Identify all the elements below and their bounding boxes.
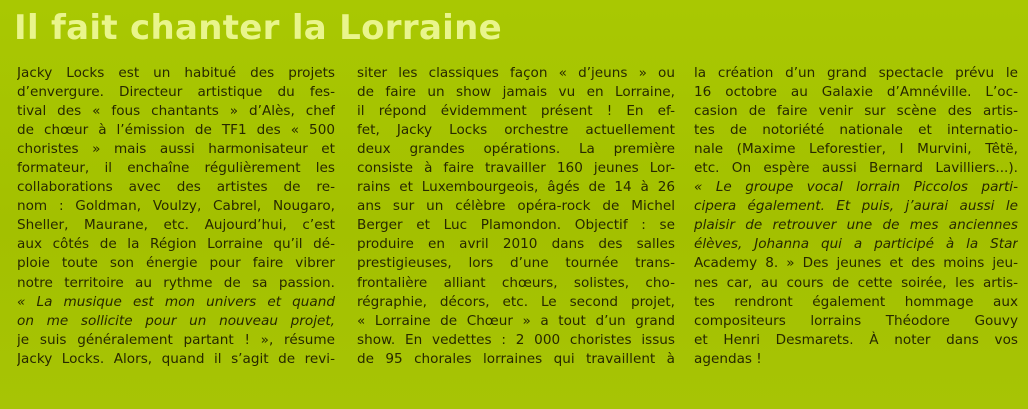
text-line: régraphie, décors, etc. Le second projet,	[357, 293, 675, 310]
text-line: deux grandes opérations. La première	[357, 141, 675, 158]
text-line: Sheller, Maurane, etc. Aujourd’hui, c’est	[17, 217, 335, 234]
text-line: 16 octobre au Galaxie d’Amnéville. L’oc-	[694, 84, 1018, 101]
text-line: de faire un show jamais vu en Lorraine,	[357, 84, 675, 101]
text-line: casion de faire venir sur scène des artis-	[694, 103, 1018, 120]
text-line: et Henri Desmarets. À noter dans vos	[694, 331, 1018, 348]
text-line: choristes » mais aussi harmonisateur et	[17, 141, 335, 158]
text-line: fet, Jacky Locks orchestre actuellement	[357, 122, 675, 139]
text-line: cipera également. Et puis, j’aurai aussi le	[694, 198, 1018, 215]
text-line: il répond évidemment présent ! En ef-	[357, 103, 675, 120]
text-line: tes de notoriété nationale et internatio-	[694, 122, 1018, 139]
text-line: siter les classiques façon « d’jeuns » ou	[357, 65, 675, 81]
text-line: show. En vedettes : 2 000 choristes issus	[357, 331, 675, 348]
text-line: Jacky Locks. Alors, quand il s’agit de revi-	[17, 350, 335, 367]
text-line: frontalière alliant chœurs, solistes, cho-	[357, 274, 675, 291]
text-line: ploie toute son énergie pour faire vibrer	[17, 255, 335, 272]
text-line: d’envergure. Directeur artistique du fes-	[17, 84, 335, 101]
text-line: rains et Luxembourgeois, âgés de 14 à 26	[357, 179, 675, 196]
article-column-1	[17, 64, 335, 404]
text-line: la création d’un grand spectacle prévu le	[694, 65, 1018, 81]
text-line: Berger et Luc Plamondon. Objectif : se	[357, 217, 675, 234]
article-column-3	[694, 64, 1018, 404]
text-line: produire en avril 2010 dans des salles	[357, 236, 675, 253]
text-line: consiste à faire travailler 160 jeunes Lor-	[357, 160, 675, 177]
text-line: de chœur à l’émission de TF1 des « 500	[17, 122, 335, 139]
text-line: etc. On espère aussi Bernard Lavilliers...).	[694, 160, 1018, 177]
text-line: notre territoire au rythme de sa passion.	[17, 274, 335, 291]
text-line: plaisir de retrouver une de mes anciennes	[694, 217, 1018, 234]
text-line: « Le groupe vocal lorrain Piccolos parti-	[694, 179, 1018, 196]
text-line: nom : Goldman, Voulzy, Cabrel, Nougaro,	[17, 198, 335, 215]
text-line: ans sur un célèbre opéra-rock de Michel	[357, 198, 675, 215]
text-line: formateur, il enchaîne régulièrement les	[17, 160, 335, 177]
text-line: aux côtés de la Région Lorraine qu’il dé-	[17, 236, 335, 253]
text-line: tes rendront également hommage aux	[694, 293, 1018, 310]
text-line: élèves, Johanna qui a participé à la Star	[694, 236, 1018, 253]
text-line: Jacky Locks est un habitué des projets	[17, 65, 335, 81]
article-column-2	[357, 64, 675, 404]
article-title: Il fait chanter la Lorraine	[14, 8, 503, 48]
text-line: je suis généralement partant ! », résume	[17, 331, 335, 348]
text-line: agendas !	[694, 350, 762, 367]
text-line: nale (Maxime Leforestier, I Murvini, Têtë,	[694, 141, 1018, 158]
text-line: on me sollicite pour un nouveau projet,	[17, 312, 335, 329]
text-line: collaborations avec des artistes de re-	[17, 179, 335, 196]
text-line: prestigieuses, lors d’une tournée trans-	[357, 255, 675, 272]
text-line: tival des « fous chantants » d’Alès, chef	[17, 103, 335, 120]
text-line: compositeurs lorrains Théodore Gouvy	[694, 312, 1018, 329]
text-line: « La musique est mon univers et quand	[17, 293, 335, 310]
text-line: « Lorraine de Chœur » a tout d’un grand	[357, 312, 675, 329]
text-line: nes car, au cours de cette soirée, les artis-	[694, 274, 1018, 291]
text-line: Academy 8. » Des jeunes et des moins jeu-	[694, 255, 1018, 272]
text-line: de 95 chorales lorraines qui travaillent à	[357, 350, 675, 367]
